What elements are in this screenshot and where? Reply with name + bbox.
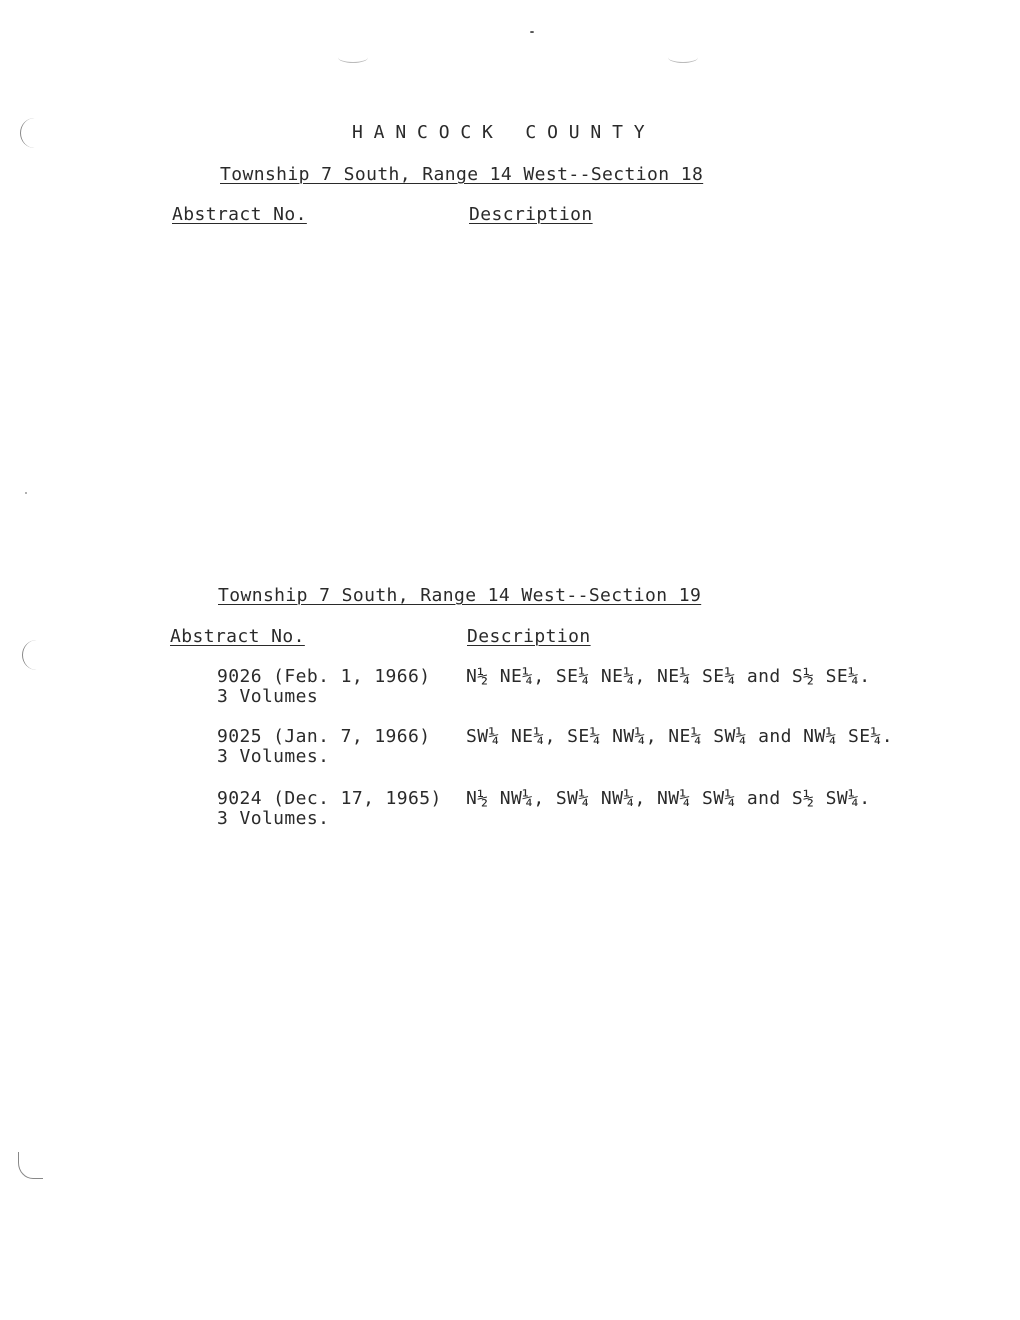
entry-9026-description: N½ NE¼, SE¼ NE¼, NE¼ SE¼ and S½ SE¼.: [466, 666, 871, 687]
punch-mark-middle: [22, 640, 51, 670]
entry-9024-description: N½ NW¼, SW¼ NW¼, NW¼ SW¼ and S½ SW¼.: [466, 788, 871, 809]
section-19-abstract-header: Abstract No.: [170, 626, 305, 647]
abstract-entry-9025: 9025 (Jan. 7, 1966): [217, 726, 431, 747]
scan-speck: [530, 31, 534, 33]
abstract-entry-9024: 9024 (Dec. 17, 1965): [217, 788, 442, 809]
punch-mark-top: [20, 118, 49, 148]
entry-9025-volumes: 3 Volumes.: [217, 746, 330, 767]
section-18-description-header: Description: [469, 204, 593, 225]
punch-mark-bottom: [18, 1152, 43, 1179]
entry-9024-volumes: 3 Volumes.: [217, 808, 330, 829]
section-19-heading: Township 7 South, Range 14 West--Section 19: [218, 585, 702, 606]
county-title: H A N C O C K C O U N T Y: [352, 122, 645, 143]
entry-9025-description: SW¼ NE¼, SE¼ NW¼, NE¼ SW¼ and NW¼ SE¼.: [466, 726, 894, 747]
top-hole-mark-right: [668, 52, 698, 63]
section-18-heading: Township 7 South, Range 14 West--Section 18: [220, 164, 704, 185]
scan-speck: [25, 492, 27, 494]
top-hole-mark-left: [338, 52, 368, 63]
section-18-abstract-header: Abstract No.: [172, 204, 307, 225]
entry-9026-volumes: 3 Volumes: [217, 686, 319, 707]
abstract-entry-9026: 9026 (Feb. 1, 1966): [217, 666, 431, 687]
section-19-description-header: Description: [467, 626, 591, 647]
